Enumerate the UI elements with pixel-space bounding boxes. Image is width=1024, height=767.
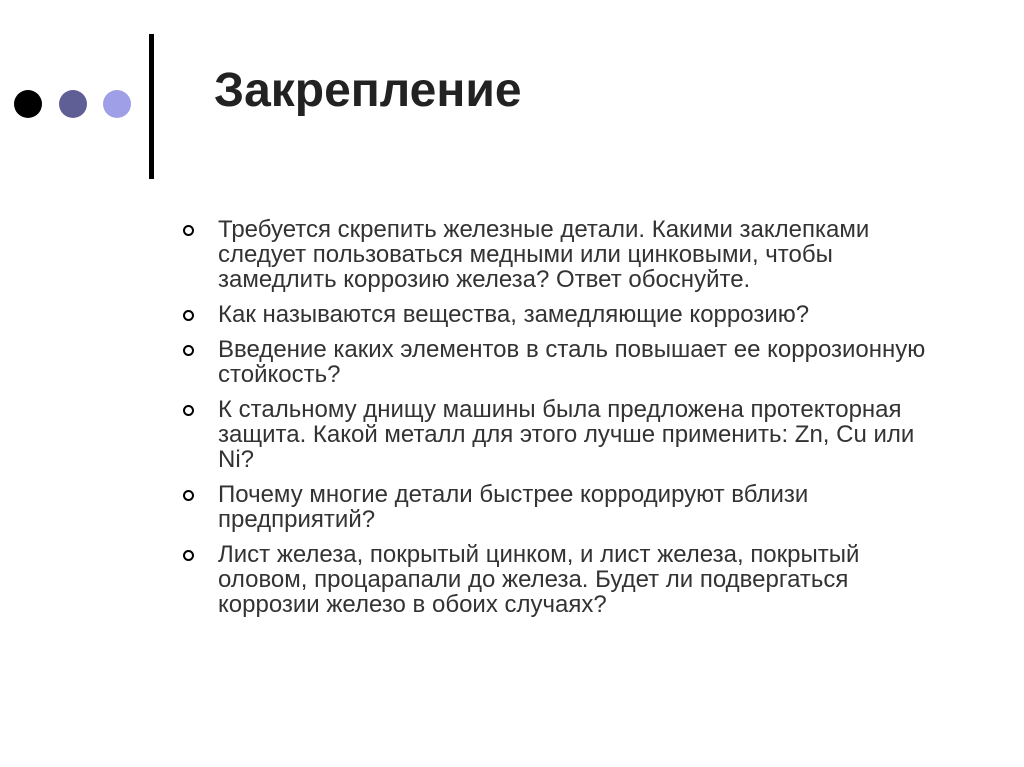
bullet-text: Почему многие детали быстрее корродируют вблизи предприятий? bbox=[218, 481, 809, 533]
bullet-item bbox=[183, 482, 943, 532]
bullet-item bbox=[183, 302, 943, 327]
bullet-list bbox=[183, 217, 943, 627]
title-divider-line bbox=[149, 34, 154, 179]
bullet-text: Требуется скрепить железные детали. Какими заклепками следует пользоваться медными или цинковыми, чтобы замедлить коррозию железа? Ответ обоснуйте. bbox=[218, 216, 870, 293]
bullet-item bbox=[183, 217, 943, 292]
bullet-item bbox=[183, 542, 943, 617]
decorative-dot-light-blue bbox=[103, 90, 131, 118]
decorative-dot-black bbox=[14, 90, 42, 118]
bullet-text: Как называются вещества, замедляющие коррозию? bbox=[218, 301, 810, 328]
bullet-circle-icon bbox=[183, 550, 194, 561]
slide-title: Закрепление bbox=[214, 64, 522, 117]
bullet-text: К стальному днищу машины была предложена протекторная защита. Какой металл для этого лучше применить: Zn, Cu или Ni? bbox=[218, 396, 915, 473]
bullet-text: Лист железа, покрытый цинком, и лист железа, покрытый оловом, процарапали до железа. Будет ли подвергаться коррозии железо в обоих случаях? bbox=[218, 541, 860, 618]
bullet-circle-icon bbox=[183, 490, 194, 501]
decorative-dot-dark-blue bbox=[59, 90, 87, 118]
bullet-item bbox=[183, 337, 943, 387]
bullet-circle-icon bbox=[183, 225, 194, 236]
bullet-text: Введение каких элементов в сталь повышает ее коррозионную стойкость? bbox=[218, 336, 926, 388]
bullet-circle-icon bbox=[183, 405, 194, 416]
bullet-circle-icon bbox=[183, 310, 194, 321]
bullet-item bbox=[183, 397, 943, 472]
bullet-circle-icon bbox=[183, 345, 194, 356]
